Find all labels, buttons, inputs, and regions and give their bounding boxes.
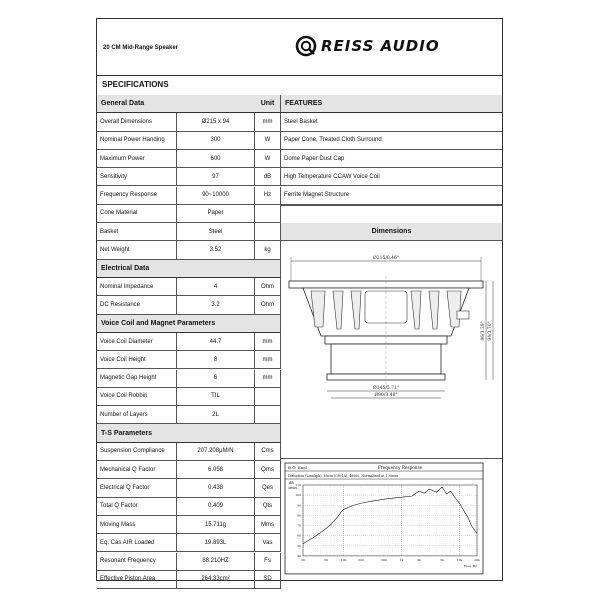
x-tick-label: 5k	[440, 557, 444, 562]
features-title: FEATURES	[281, 95, 502, 113]
spec-label: Cone Material	[97, 205, 177, 223]
spec-value: 300	[177, 132, 255, 150]
spec-unit: mm	[255, 333, 281, 351]
spec-unit: Vas	[255, 534, 281, 552]
y-tick-label: 60	[297, 533, 301, 538]
unit-header: Unit	[255, 95, 281, 113]
brand-name: REISS AUDIO	[321, 37, 440, 55]
spec-label: Moving Mass	[97, 516, 177, 534]
header	[97, 19, 502, 76]
spec-label: Voice Coil Diameter	[97, 333, 177, 351]
basket-window	[311, 291, 325, 327]
spec-value: 600	[177, 150, 255, 168]
spec-unit: Qms	[255, 461, 281, 479]
spec-value: 3.2	[177, 296, 255, 314]
features-blank-row	[281, 205, 502, 206]
spec-value: 44.7	[177, 333, 255, 351]
spec-unit: mm	[255, 113, 281, 131]
spec-unit	[255, 388, 281, 406]
speaker-dimension-svg	[281, 241, 502, 459]
feature-item: Ferrite Magnet Structure	[281, 187, 502, 205]
spec-value: 19.893L	[177, 534, 255, 552]
spec-label: Nominal Power Handing	[97, 132, 177, 150]
y-tick-label: 90	[297, 503, 301, 508]
spec-label: Sensitivity	[97, 168, 177, 186]
spec-label: Resonant Frequency	[97, 553, 177, 571]
frequency-response-svg	[281, 459, 502, 580]
specifications-title: SPECIFICATIONS	[102, 80, 169, 89]
spec-unit: Qes	[255, 479, 281, 497]
spec-unit: W	[255, 132, 281, 150]
spec-value: Steel	[177, 223, 255, 241]
electrical-section-title	[97, 260, 281, 278]
frequency-response-panel	[281, 459, 502, 580]
x-tick-label: 1k	[399, 557, 404, 562]
x-tick-label: 20	[301, 557, 305, 562]
spec-value: 264.33cm²	[177, 571, 255, 589]
spec-value: 3.52	[177, 241, 255, 259]
ts-section-title	[97, 424, 281, 442]
general-section-label: General Data	[101, 100, 145, 108]
spec-unit: Cms	[255, 443, 281, 461]
depth-label-2: 94/3.70"	[488, 321, 493, 341]
x-tick-label: 20k	[474, 557, 480, 562]
spec-sheet	[96, 18, 503, 581]
specifications-band	[97, 75, 502, 96]
spec-label: Suspension Compliance	[97, 443, 177, 461]
x-tick-label: 50	[324, 557, 328, 562]
spec-value: 207.208μM/N	[177, 443, 255, 461]
ts-section-label: T-S Parameters	[101, 429, 152, 437]
graph-title: Frequency Response	[377, 465, 423, 471]
y-unit: dB	[289, 481, 294, 486]
spec-label: Basket	[97, 223, 177, 241]
y-ref: dBSPL	[288, 486, 299, 491]
brand-logo	[295, 34, 440, 58]
graph-subtitle: Distortion (Loudspk): Micro (CH-1A), 48000, Normalized at 1 Meter	[288, 474, 399, 479]
doc-title: 20 CM Mid-Range Speaker	[103, 45, 179, 51]
spec-value: 6	[177, 370, 255, 388]
voice_coil-section-label: Voice Coil and Magnet Parameters	[101, 319, 216, 327]
spec-label: Total Q Factor	[97, 498, 177, 516]
spec-label: DC Resistance	[97, 296, 177, 314]
voice_coil-section-title	[97, 315, 281, 333]
brand-logo-icon	[295, 35, 317, 57]
spec-label: Frequency Response	[97, 187, 177, 205]
spec-label: Eq. Cas AIR Loaded	[97, 534, 177, 552]
spec-label: Nominal Impedance	[97, 278, 177, 296]
dimension-drawing	[281, 241, 502, 459]
spec-unit: SD	[255, 571, 281, 589]
feature-item: Paper Cone, Treated Cloth Surround	[281, 132, 502, 150]
spec-label: Net Weight	[97, 241, 177, 259]
spec-label: Mechanical Q Factor	[97, 461, 177, 479]
spec-label: Effective Piston Area	[97, 571, 177, 589]
spec-value: 4	[177, 278, 255, 296]
spec-unit	[255, 223, 281, 241]
spec-value: Paper	[177, 205, 255, 223]
x-tick-label: 10k	[456, 557, 463, 562]
spec-unit	[255, 205, 281, 223]
spec-unit	[255, 406, 281, 424]
magnet-dia-label-1: Ø145/5.71"	[373, 386, 399, 392]
spec-label: Voice Coil Robbin	[97, 388, 177, 406]
spec-value: Ø215 x 94	[177, 113, 255, 131]
spec-value: 90~10000	[177, 187, 255, 205]
spec-unit: Ohm	[255, 278, 281, 296]
spec-unit: Mms	[255, 516, 281, 534]
spec-unit: mm	[255, 370, 281, 388]
spec-unit: Fs	[255, 553, 281, 571]
y-tick-label: 100	[295, 493, 301, 498]
spec-unit: Ohm	[255, 296, 281, 314]
spec-label: Maximum Power	[97, 150, 177, 168]
dimensions-title: Dimensions	[281, 223, 502, 241]
feature-item: Dome Paper Dust Cap	[281, 150, 502, 168]
x-tick-label: 2k	[417, 557, 421, 562]
terminal	[457, 311, 469, 319]
spec-value: 97	[177, 168, 255, 186]
spec-label: Magnetic Gap Height	[97, 370, 177, 388]
y-tick-label: 50	[297, 543, 301, 548]
spec-label: Voice Coil Height	[97, 351, 177, 369]
feature-item: High Temperature CCAW Voice Coil	[281, 168, 502, 186]
y-tick-label: 70	[297, 523, 301, 528]
spec-value: 6.058	[177, 461, 255, 479]
spec-unit: Qts	[255, 498, 281, 516]
depth-label-1: 86/3.39"	[481, 321, 486, 341]
spec-unit: mm	[255, 351, 281, 369]
feature-item: Steel Basket	[281, 113, 502, 131]
graph-header-left: B.O. Enel	[288, 465, 307, 471]
x-tick-label: 500	[381, 557, 387, 562]
electrical-section-label: Electrical Data	[101, 264, 150, 272]
graph-footnote: Freq. Hz	[463, 563, 477, 568]
spec-value: 8	[177, 351, 255, 369]
spec-value: 0.438	[177, 479, 255, 497]
x-tick-label: 100	[340, 557, 347, 562]
spec-unit: W	[255, 150, 281, 168]
spec-value: 88.210HZ	[177, 553, 255, 571]
spec-unit: kg	[255, 241, 281, 259]
spec-label: Number of Layers	[97, 406, 177, 424]
spec-unit: Hz	[255, 187, 281, 205]
spec-value: 2L	[177, 406, 255, 424]
y-tick-label: 110	[295, 483, 301, 488]
general-section-title	[97, 95, 281, 113]
spec-value: 0.409	[177, 498, 255, 516]
x-tick-label: 200	[358, 557, 364, 562]
spec-value: TIL	[177, 388, 255, 406]
magnet-dia-label-2: Ø90/3.48"	[374, 393, 398, 399]
y-tick-label: 80	[297, 513, 301, 518]
outer-diameter-label: Ø215/8.46"	[373, 256, 399, 262]
spec-label: Overall Dimensions	[97, 113, 177, 131]
spec-value: 15.711g	[177, 516, 255, 534]
y-tick-label: 40	[297, 553, 301, 558]
spec-label: Electrical Q Factor	[97, 479, 177, 497]
spec-unit: dB	[255, 168, 281, 186]
